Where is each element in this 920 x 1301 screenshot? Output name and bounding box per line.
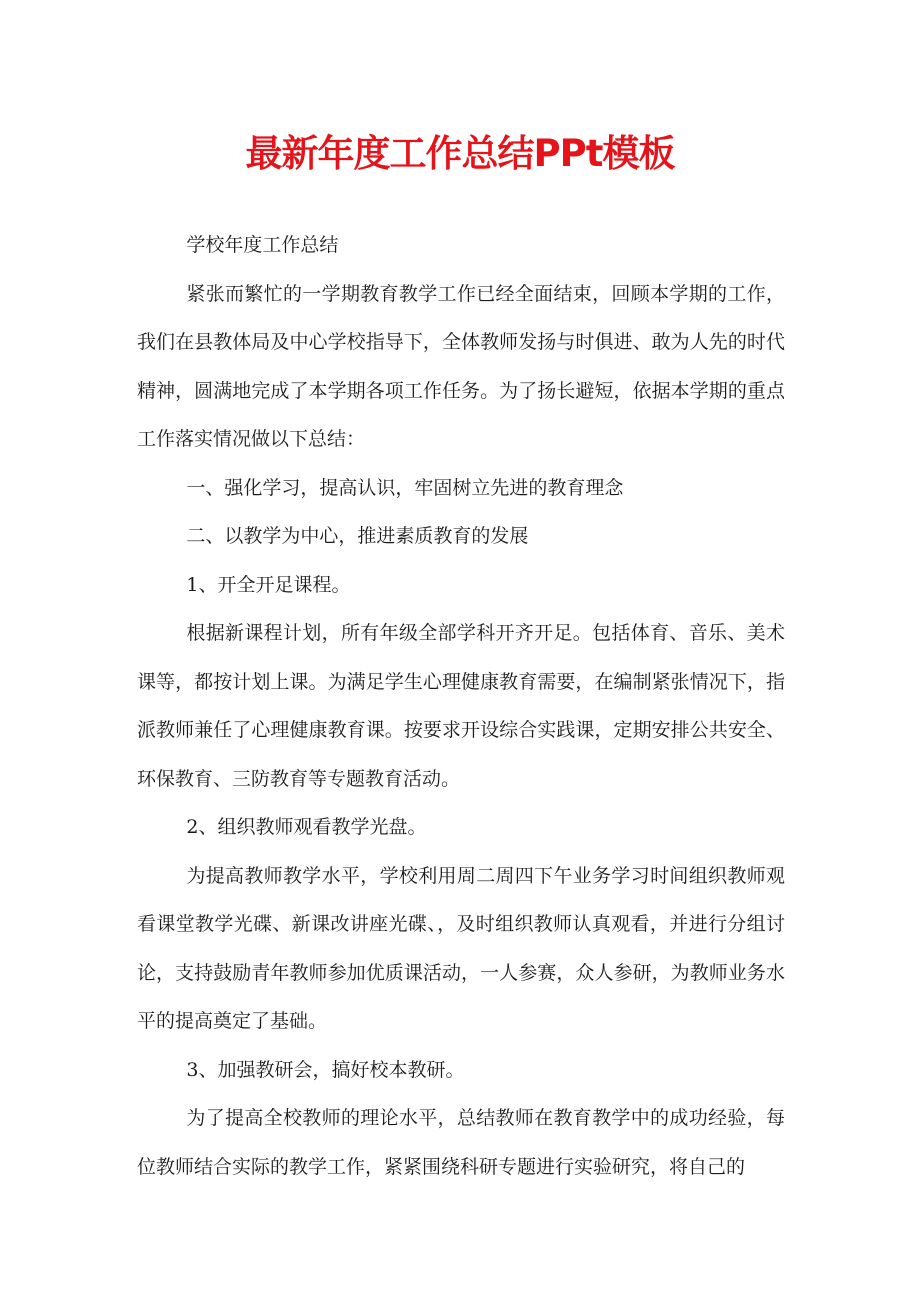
document-title: 最新年度工作总结PPt模板: [245, 132, 675, 175]
paragraph-research: 为了提高全校教师的理论水平，总结教师在教育教学中的成功经验，每位教师结合实际的教学工作，紧紧围绕科研专题进行实验研究，将自己的: [137, 1107, 785, 1178]
subsection-heading-1: 1、开全开足课程。: [186, 573, 351, 596]
paragraph-curriculum: 根据新课程计划，所有年级全部学科开齐开足。包括体育、音乐、美术课等，都按计划上课。为满足学生心理健康教育需要，在编制紧张情况下，指派教师兼任了心理健康教育课。按要求开设综合实践课，定期安排公共安全、环保教育、三防教育等专题教育活动。: [137, 622, 785, 790]
section-heading-1: 一、强化学习，提高认识，牢固树立先进的教育理念: [186, 476, 624, 499]
subsection-heading-3: 3、加强教研会，搞好校本教研。: [186, 1058, 465, 1081]
paragraph-intro: 紧张而繁忙的一学期教育教学工作已经全面结束，回顾本学期的工作，我们在县教体局及中心学校指导下，全体教师发扬与时俱进、敢为人先的时代精神，圆满地完成了本学期各项工作任务。为了扬长避短，依据本学期的重点工作落实情况做以下总结：: [137, 282, 785, 450]
section-heading-2: 二、以教学为中心，推进素质教育的发展: [186, 525, 529, 547]
paragraph-heading: 学校年度工作总结: [186, 234, 339, 256]
paragraph-teaching-discs: 为提高教师教学水平，学校利用周二周四下午业务学习时间组织教师观看课堂教学光碟、新课改讲座光碟、，及时组织教师认真观看，并进行分组讨论，支持鼓励青年教师参加优质课活动，一人参赛，众人参研，为教师业务水平的提高奠定了基础。: [137, 864, 785, 1032]
subsection-heading-2: 2、组织教师观看教学光盘。: [186, 816, 427, 838]
document-body: [137, 221, 785, 1191]
